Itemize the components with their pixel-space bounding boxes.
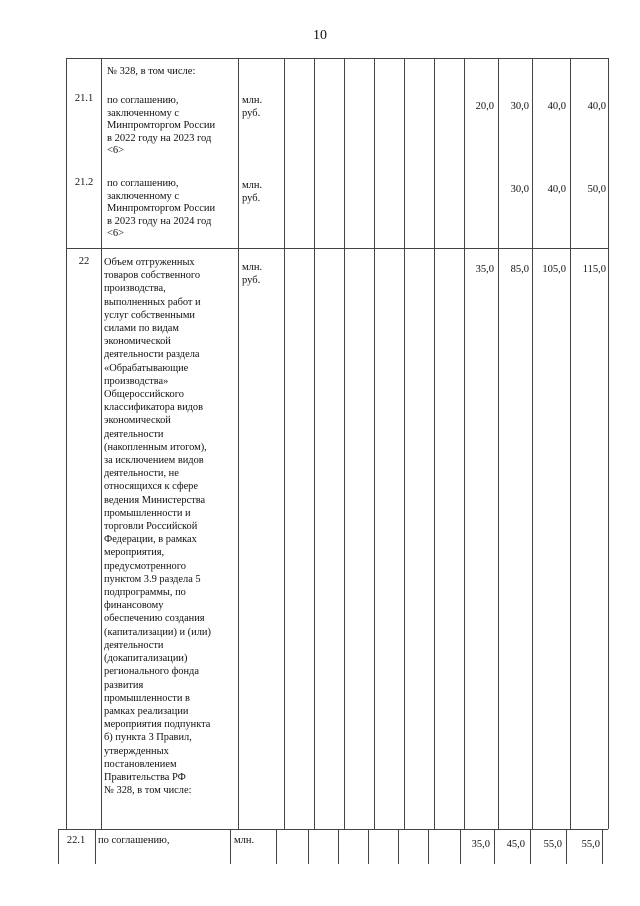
row-21-1-value-4: 40,0 [587,101,606,112]
grid-line [428,829,429,864]
row-21-2-number: 21.2 [74,177,94,188]
row-22-value-2: 85,0 [510,264,529,275]
row-22-value-4: 115,0 [582,264,606,275]
row-21-2-text: по соглашению, заключенному с Минпромторгом России в 2023 году на 2024 год <6> [107,178,216,240]
grid-line [276,829,277,864]
row-22-1-value-4: 55,0 [581,839,600,850]
grid-line [338,829,339,864]
grid-line [238,58,239,829]
row-21-1-number: 21.1 [74,93,94,104]
row-21-1-value-3: 40,0 [547,101,566,112]
row-22-text: Объем отгруженных товаров собственного производства, выполненных работ и услуг собственными силами по видам экономической деятельности раздела «Обрабатывающие производства» Общероссийского классификатора видов экономической деятельности (накопленным итогом), за исключением видов деятельности, не относящихся к сфере ведения Министерства промышленности и торговли Российской Федерации, в рамках мероприятия, предусмотренного пунктом 3.9 раздела 5 подпрограммы, по финансовому обеспечению создания (капитализации) и (или) деятельности (докапитализации) регионального фонда развития промышленности в рамках реализации мероприятия подпункта б) пункта 3 Правил, утвержденных постановлением Правительства РФ № 328, в том числе: [104,257,211,797]
grid-line [230,829,231,864]
grid-line [374,58,375,829]
row-divider [66,58,608,59]
row-divider [58,829,608,830]
row-22-value-3: 105,0 [542,264,566,275]
grid-line [308,829,309,864]
row-21-1-value-2: 30,0 [510,101,529,112]
row-22-1-value-3: 55,0 [543,839,562,850]
grid-line [368,829,369,864]
grid-line [66,58,67,829]
grid-line [344,58,345,829]
grid-line [608,58,609,829]
grid-line [464,58,465,829]
row-22-unit: млн. руб. [242,262,263,286]
grid-line [404,58,405,829]
row-21-1-value-1: 20,0 [475,101,494,112]
page-number: 10 [313,28,327,43]
row-22-1-text: по соглашению, [98,835,170,846]
row-21-1-unit: млн. руб. [242,95,263,119]
row-21-2-value-2: 30,0 [510,184,529,195]
row-cont-text: № 328, в том числе: [107,66,196,77]
grid-line [101,58,102,829]
grid-line [602,829,603,864]
grid-line [570,58,571,829]
row-21-1-text: по соглашению, заключенному с Минпромторгом России в 2022 году на 2023 год <6> [107,95,216,157]
row-22-1-unit: млн. [234,835,255,846]
grid-line [434,58,435,829]
row-21-2-value-3: 40,0 [547,184,566,195]
row-22-1-value-2: 45,0 [506,839,525,850]
row-22-number: 22 [78,256,90,267]
row-21-2-unit: млн. руб. [242,180,263,204]
grid-line [398,829,399,864]
grid-line [532,58,533,829]
grid-line [498,58,499,829]
grid-line [314,58,315,829]
row-21-2-value-4: 50,0 [587,184,606,195]
row-divider [66,248,608,249]
row-22-value-1: 35,0 [475,264,494,275]
row-22-1-number: 22.1 [66,835,86,846]
row-22-1-value-1: 35,0 [471,839,490,850]
grid-line [284,58,285,829]
